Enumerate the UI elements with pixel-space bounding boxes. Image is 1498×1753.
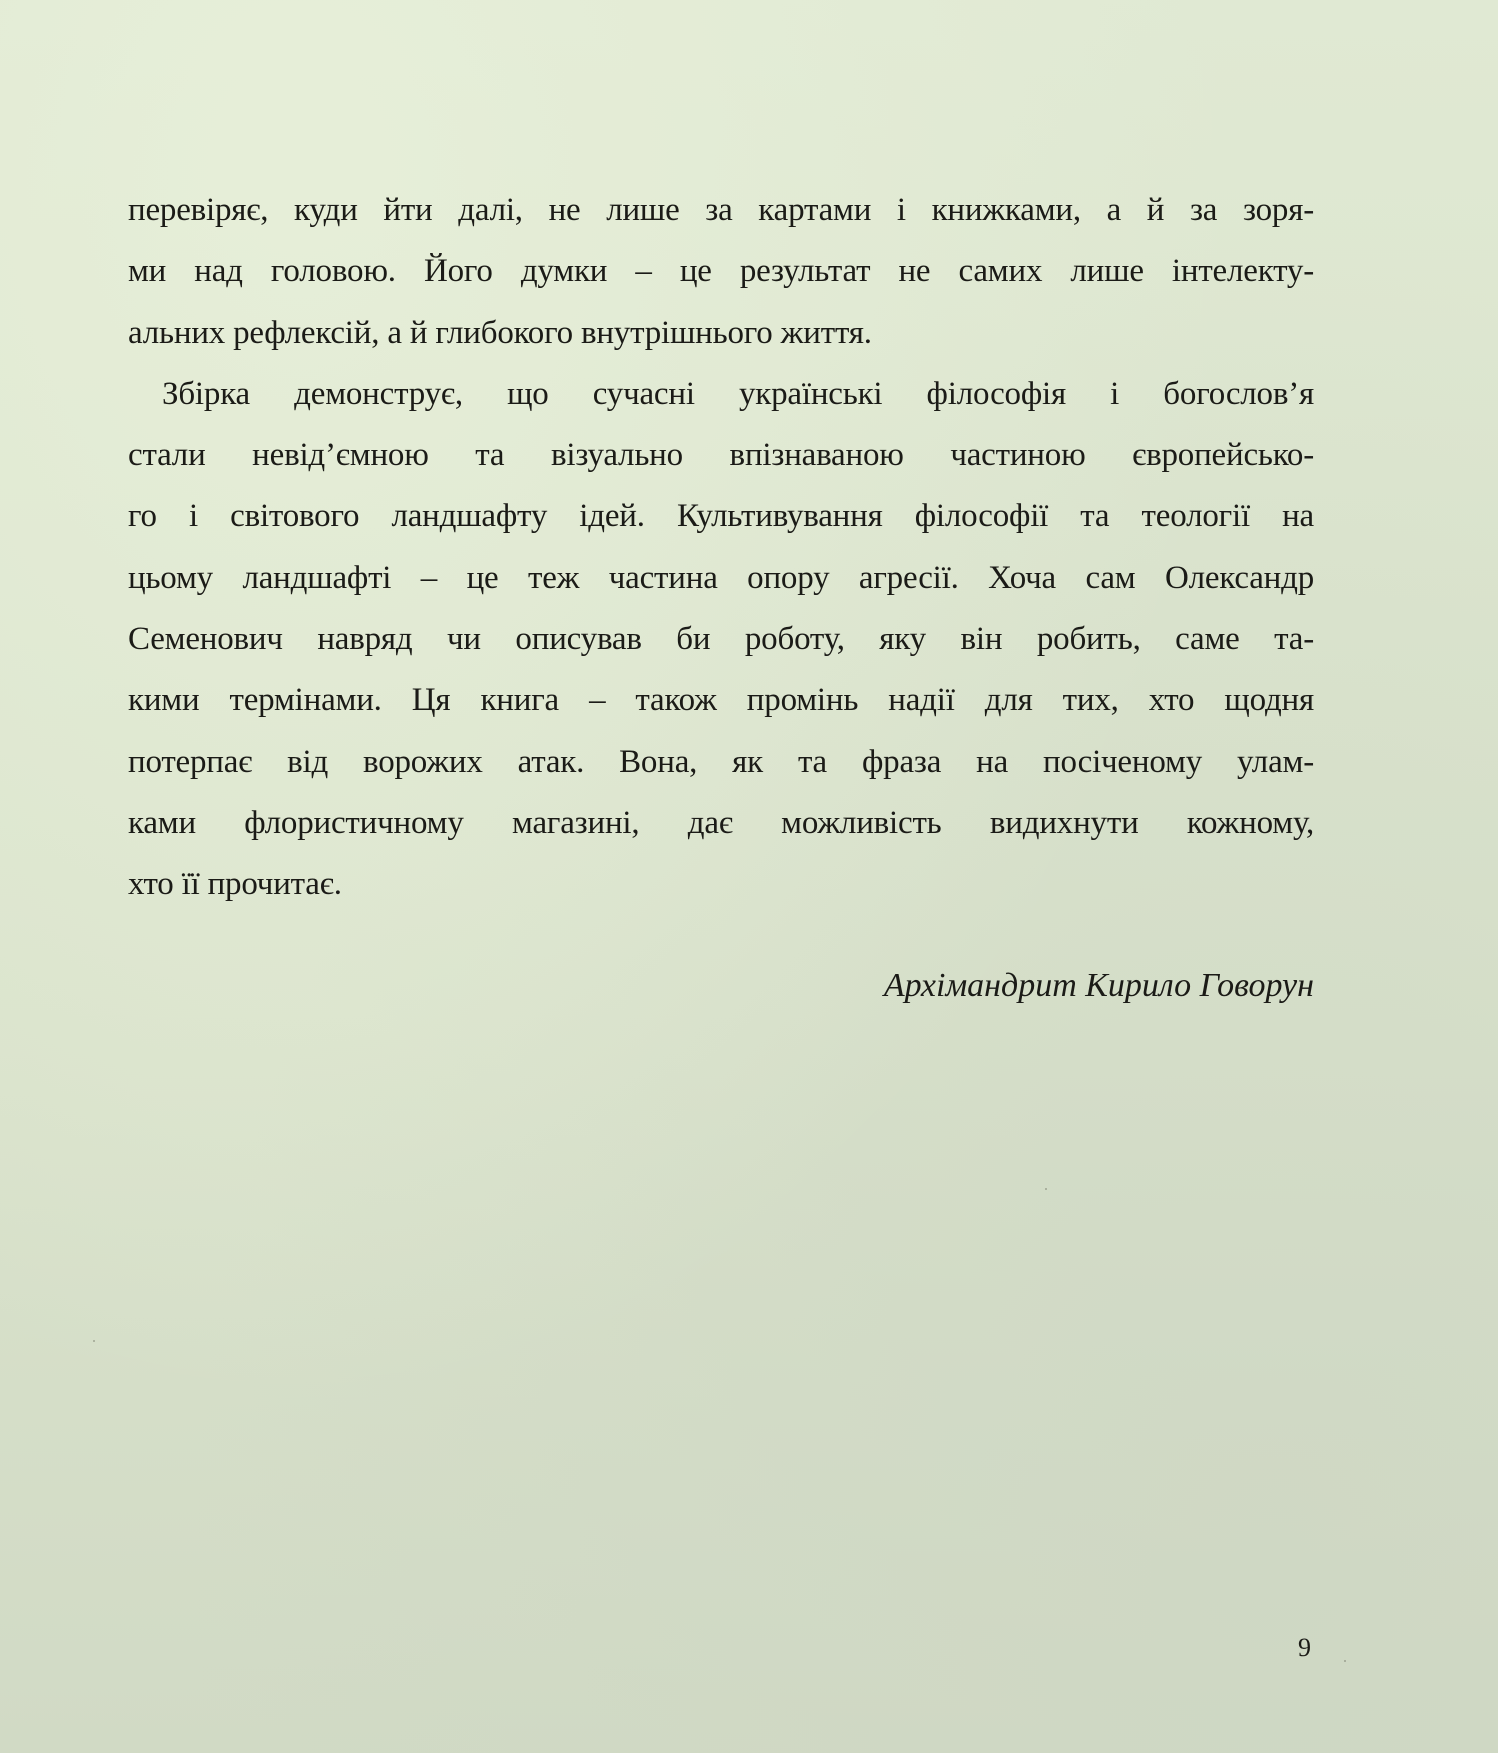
paragraph-1 (128, 180, 1314, 364)
text-line: перевіряє, куди йти далі, не лише за картами і книжками, а й за зоря- (128, 192, 1314, 228)
paper-speck (93, 1340, 95, 1342)
text-line: стали невід’ємною та візуально впізнаваною частиною європейсько- (128, 437, 1314, 474)
paper-speck (1344, 1660, 1346, 1662)
text-line: потерпає від ворожих атак. Вона, як та фраза на посіченому улам- (128, 743, 1314, 780)
page-number: 9 (1298, 1633, 1311, 1662)
text-line: хто її прочитає. (128, 866, 342, 903)
text-line: Семенович навряд чи описував би роботу, яку він робить, саме та- (128, 621, 1314, 658)
text-line: альних рефлексій, а й глибокого внутрішнього життя. (128, 314, 872, 351)
text-line: кими термінами. Ця книга – також промінь надії для тих, хто щодня (128, 682, 1314, 719)
paragraph-2 (128, 364, 1314, 916)
text-line: ками флористичному магазині, дає можливість видихнути кожному, (128, 804, 1314, 841)
text-line: ми над головою. Його думки – це результат не самих лише інтелекту- (128, 253, 1314, 290)
text-line: цьому ландшафті – це теж частина опору агресії. Хоча сам Олександр (128, 559, 1314, 596)
text-line: го і світового ландшафту ідей. Культивування філософії та теології на (128, 498, 1314, 535)
body-text (128, 180, 1314, 916)
author-signature: Архімандрит Кирило Говорун (883, 967, 1314, 1004)
text-line: Збірка демонструє, що сучасні українські філософія і богослов’я (162, 375, 1314, 412)
paper-speck (1045, 1188, 1047, 1190)
